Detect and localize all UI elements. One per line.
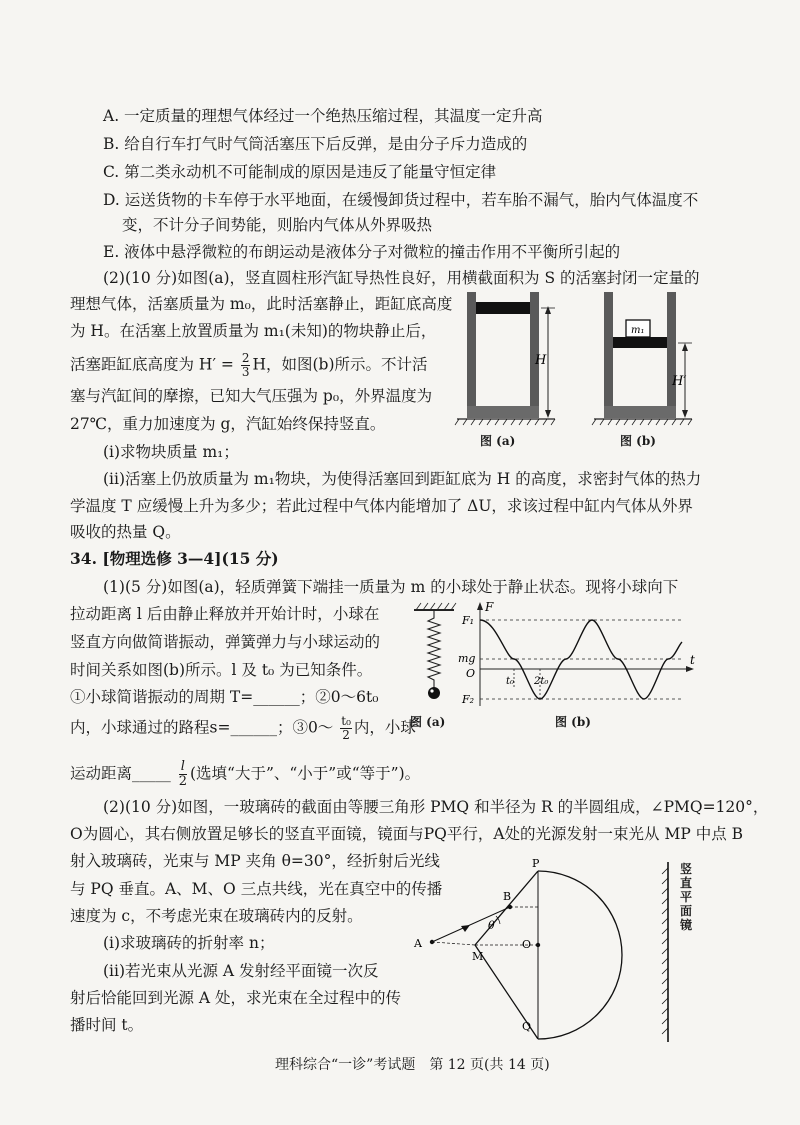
- fraction-denominator: 3: [241, 365, 250, 379]
- label-origin: O: [466, 667, 476, 680]
- label-q: Q: [522, 1020, 532, 1033]
- q33-subq-ii-line3: 吸收的热量 Q。: [70, 523, 181, 541]
- q34-part1-line3: 竖直方向做简谐振动，弹簧弹力与小球运动的: [70, 633, 381, 651]
- q34-part1-line2: 拉动距离 l 后由静止释放并开始计时，小球在: [70, 605, 380, 623]
- option-e: E. 液体中悬浮微粒的布朗运动是液体分子对微粒的撞击作用不平衡所引起的: [103, 243, 621, 261]
- q33-subq-ii-line1: (ii)活塞上仍放质量为 m₁物块，为使得活塞回到距缸底为 H 的高度，求密封气体的热力: [103, 470, 702, 488]
- ball: [428, 687, 440, 699]
- option-c: C. 第二类永动机不可能制成的原因是违反了能量守恒定律: [103, 163, 497, 181]
- cylinder-figure-a: [455, 288, 575, 438]
- q34-subq-ii-line2: 射后恰能回到光源 A 处，求光束在全过程中的传: [70, 989, 402, 1007]
- caption-fig-a-33: 图 (a): [480, 434, 516, 448]
- label-o: O: [522, 938, 532, 951]
- fraction-numerator: l: [179, 760, 187, 775]
- q34-heading: 34. [物理选修 3—4](15 分): [70, 549, 279, 568]
- caption-fig-a-34: 图 (a): [410, 715, 446, 729]
- mirror-label: 竖直平面镜: [680, 862, 693, 932]
- q34-part2-line2: O为圆心，其右侧放置足够长的竖直平面镜，镜面与PQ平行，A处的光源发射一束光从 MP 中点 B: [70, 825, 744, 843]
- q33-subq-i: (i)求物块质量 m₁；: [103, 443, 239, 461]
- label-mg: mg: [458, 652, 476, 665]
- q33-part2-line1: (2)(10 分)如图(a)，竖直圆柱形汽缸导热性良好，用横截面积为 S 的活塞封闭一定量的: [103, 269, 700, 287]
- q34-part2-line1: (2)(10 分)如图，一玻璃砖的截面由等腰三角形 PMQ 和半径为 R 的半圆组成，∠PMQ=120°，: [103, 798, 769, 816]
- q33-part2-line4: 活塞距缸底高度为 H′ = $\frac{2}{3}$ H，如图(b)所示。不计活: [70, 351, 428, 379]
- label-h: H: [535, 353, 547, 368]
- q34-part2-line4: 与 PQ 垂直。A、M、O 三点共线，光在真空中的传播: [70, 880, 443, 898]
- q34-part2-line5: 速度为 c，不考虑光束在玻璃砖内的反射。: [70, 907, 363, 925]
- q34-part1-line7: 运动距离_____ $\frac{l}{2}$ (选填“大于”、“小于”或“等于”)。: [70, 759, 421, 789]
- prism-mirror-figure: [410, 858, 710, 1046]
- cylinder-figure-b: [592, 288, 712, 438]
- option-d-line1: D. 运送货物的卡车停于水平地面，在缓慢卸货过程中，若车胎不漏气，胎内气体温度不: [103, 191, 699, 209]
- q33-part2-line3: 为 H。在活塞上放置质量为 m₁(未知)的物块静止后，: [70, 322, 437, 340]
- label-theta: θ: [488, 919, 495, 932]
- fraction-numerator: t₀: [341, 714, 351, 728]
- label-m1: m₁: [631, 325, 645, 336]
- q33-part2-line5: 塞与汽缸间的摩擦，已知大气压强为 p₀，外界温度为: [70, 387, 433, 405]
- segment-mp: [475, 871, 538, 945]
- q34-part1-line6: 内，小球通过的路程s=______；③0～ $\frac{\text{t₀}}{2}$ 内，小球: [70, 714, 416, 742]
- q34-subq-i: (i)求玻璃砖的折射率 n；: [103, 934, 275, 952]
- option-b: B. 给自行车打气时气筒活塞压下后反弹，是由分子斥力造成的: [103, 135, 528, 153]
- label-h-prime: H′: [672, 374, 687, 389]
- light-ray: [432, 907, 510, 942]
- fraction-denominator: 2: [178, 774, 187, 789]
- caption-fig-b-34: 图 (b): [555, 715, 591, 729]
- axis-label-t: t: [690, 653, 695, 667]
- label-a: A: [414, 937, 422, 950]
- option-a: A. 一定质量的理想气体经过一个绝热压缩过程，其温度一定升高: [103, 107, 543, 125]
- q34-part1-line5: ①小球简谐振动的周期 T=______；②0～6t₀: [70, 688, 379, 706]
- q34-part2-line3: 射入玻璃砖，光束与 MP 夹角 θ=30°，经折射后光线: [70, 852, 440, 870]
- q34-part1-line1: (1)(5 分)如图(a)，轻质弹簧下端挂一质量为 m 的小球处于静止状态。现将小球向下: [103, 578, 679, 596]
- tick-2t0: 2t₀: [534, 676, 549, 687]
- semicircle: [538, 871, 622, 1039]
- label-m: M: [472, 950, 484, 963]
- q33-part2-line2: 理想气体，活塞质量为 m₀，此时活塞静止，距缸底高度: [70, 295, 453, 313]
- label-f1: F₁: [462, 614, 475, 627]
- label-b: B: [503, 890, 512, 903]
- axis-label-f: F: [485, 600, 494, 614]
- q34-part1-line4: 时间关系如图(b)所示。l 及 t₀ 为已知条件。: [70, 661, 373, 679]
- force-time-graph: [458, 598, 702, 708]
- force-curve: [480, 620, 682, 699]
- page-footer: 理科综合“一诊”考试题 第 12 页(共 14 页): [275, 1057, 550, 1073]
- option-d-line2: 变，不计分子间势能，则胎内气体从外界吸热: [122, 216, 433, 234]
- spring-figure: [408, 598, 460, 710]
- fraction-denominator: 2: [342, 728, 350, 742]
- caption-fig-b-33: 图 (b): [620, 434, 656, 448]
- q34-subq-ii-line1: (ii)若光束从光源 A 发射经平面镜一次反: [103, 962, 379, 980]
- q33-part2-line6: 27℃，重力加速度为 g，汽缸始终保持竖直。: [70, 415, 386, 433]
- fraction-numerator: 2: [241, 351, 250, 365]
- q34-subq-ii-line3: 播时间 t。: [70, 1016, 144, 1034]
- q33-subq-ii-line2: 学温度 T 应缓慢上升为多少；若此过程中气体内能增加了 ΔU，求该过程中缸内气体从外界: [70, 497, 693, 515]
- label-p: P: [532, 857, 540, 870]
- tick-t0: t₀: [506, 676, 515, 687]
- label-f2: F₂: [462, 693, 475, 706]
